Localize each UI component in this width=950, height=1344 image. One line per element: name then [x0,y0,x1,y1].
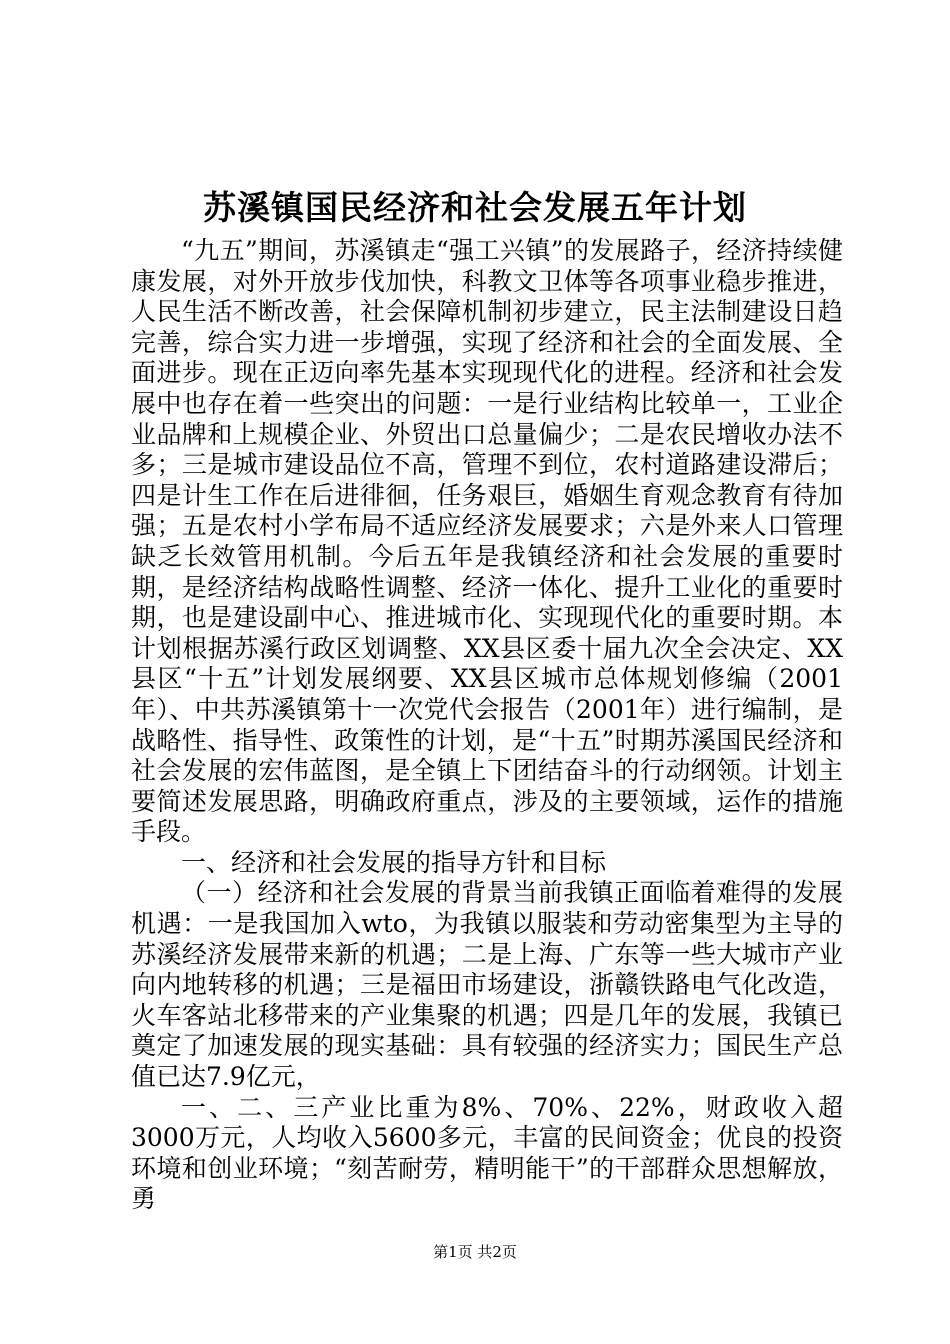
paragraph-intro: “九五”期间，苏溪镇走“强工兴镇”的发展路子，经济持续健康发展，对外开放步伐加快，科教文卫体等各项事业稳步推进，人民生活不断改善，社会保障机制初步建立，民主法制建设日趋完善，综合实力进一步增强，实现了经济和社会的全面发展、全面进步。现在正迈向率先基本实现现代化的进程。经济和社会发展中也存在着一些突出的问题：一是行业结构比较单一，工业企业品牌和上规模企业、外贸出口总量偏少；二是农民增收办法不多；三是城市建设品位不高，管理不到位，农村道路建设滞后；四是计生工作在后进徘徊，任务艰巨，婚姻生育观念教育有待加强；五是农村小学布局不适应经济发展要求；六是外来人口管理缺乏长效管用机制。今后五年是我镇经济和社会发展的重要时期，是经济结构战略性调整、经济一体化、提升工业化的重要时期，也是建设副中心、推进城市化、实现现代化的重要时期。本计划根据苏溪行政区划调整、XX县区委十届九次全会决定、XX县区“十五”计划发展纲要、XX县区城市总体规划修编（2001年）、中共苏溪镇第十一次党代会报告（2001年）进行编制，是战略性、指导性、政策性的计划，是“十五”时期苏溪国民经济和社会发展的宏伟蓝图，是全镇上下团结奋斗的行动纲领。计划主要简述发展思路，明确政府重点，涉及的主要领域，运作的措施手段。 [131,236,843,847]
paragraph-background: （一）经济和社会发展的背景当前我镇正面临着难得的发展机遇：一是我国加入wto，为我镇以服装和劳动密集型为主导的苏溪经济发展带来新的机遇；二是上海、广东等一些大城市产业向内地转移的机遇；三是福田市场建设，浙赣铁路电气化改造，火车客站北移带来的产业集聚的机遇；四是几年的发展，我镇已奠定了加速发展的现实基础：具有较强的经济实力；国民生产总值已达7.9亿元， [131,878,843,1092]
document-title: 苏溪镇国民经济和社会发展五年计划 [203,188,747,227]
page-footer: 第1页 共2页 [433,1243,517,1261]
document-body [131,236,843,1215]
paragraph-industry: 一、二、三产业比重为8%、70%、22%，财政收入超3000万元，人均收入5600多元，丰富的民间资金；优良的投资环境和创业环境；“刻苦耐劳，精明能干”的干部群众思想解放，勇 [131,1092,843,1214]
section-heading: 一、经济和社会发展的指导方针和目标 [181,847,607,877]
